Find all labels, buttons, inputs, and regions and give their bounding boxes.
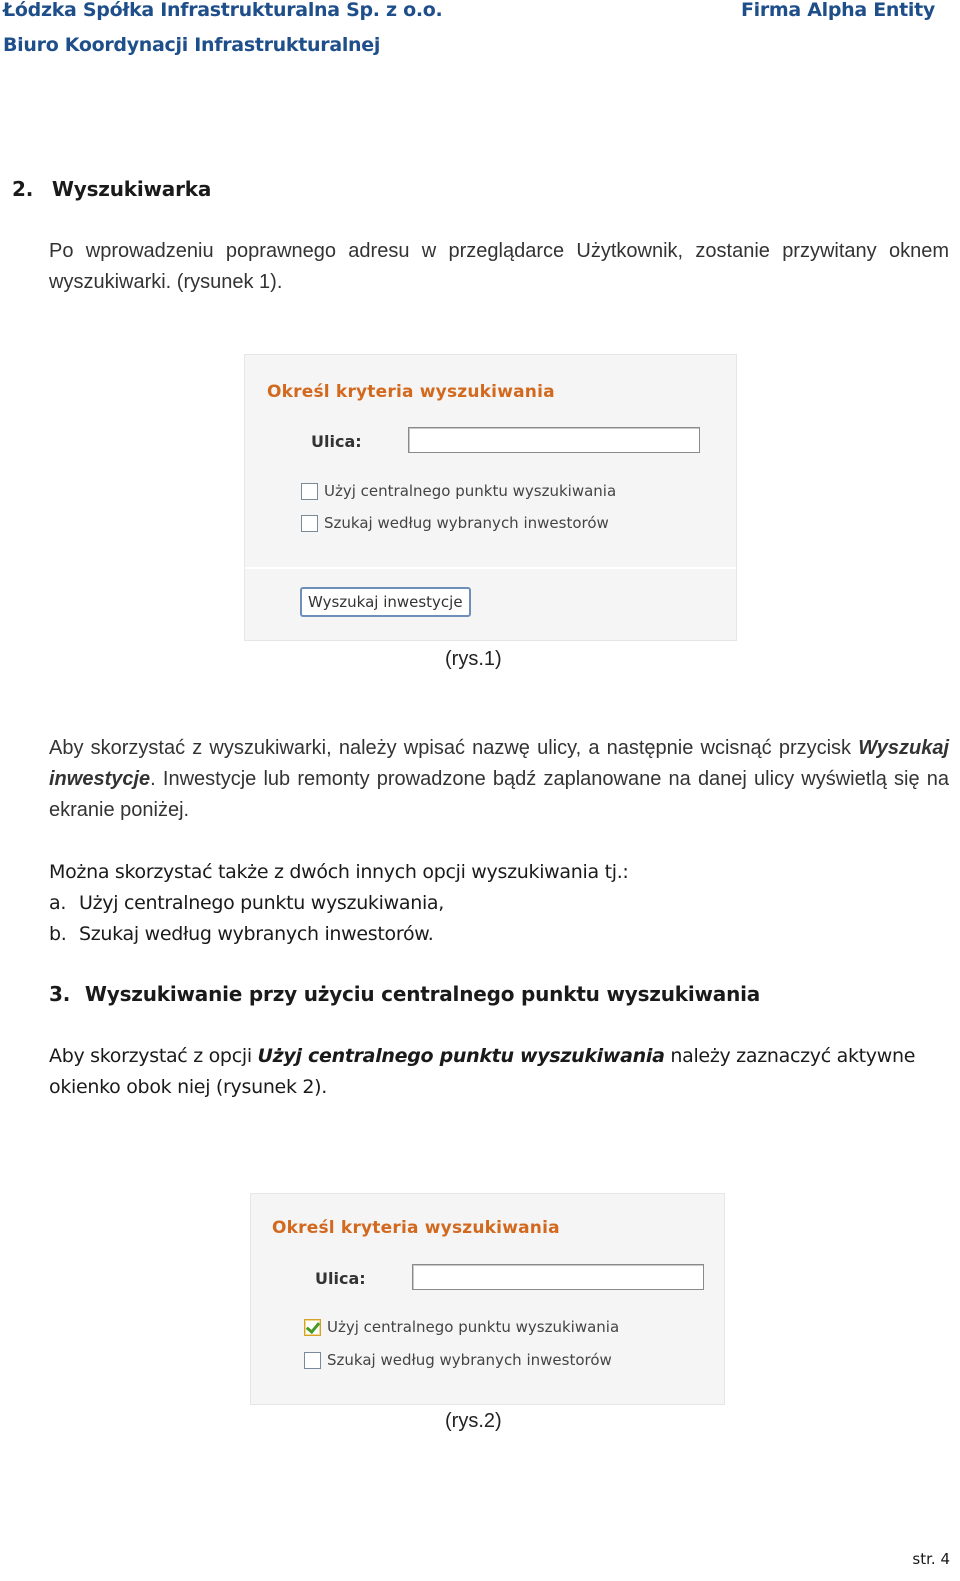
investors-search-checkbox[interactable] <box>301 515 318 532</box>
street-label: Ulica: <box>311 432 362 451</box>
central-search-option[interactable] <box>301 482 616 500</box>
investors-search-label: Szukaj według wybranych inwestorów <box>324 514 609 532</box>
usage-text-end: . Inwestycje lub remonty prowadzone bądź zaplanowane na danej ulicy wyświetlą się na ekranie poniżej. <box>49 768 949 821</box>
search-criteria-title: Określ kryteria wyszukiwania <box>272 1218 560 1238</box>
page-number: str. 4 <box>912 1550 950 1568</box>
section-number: 3. <box>49 982 71 1006</box>
investors-search-option[interactable] <box>301 514 609 532</box>
street-label: Ulica: <box>315 1269 366 1288</box>
section-3-text-end: należy zaznaczyć aktywne okienko obok niej (rysunek 2). <box>49 1045 916 1098</box>
section-title: Wyszukiwanie przy użyciu centralnego punktu wyszukiwania <box>84 982 761 1006</box>
list-marker: a. <box>49 892 67 914</box>
central-search-option[interactable] <box>304 1318 619 1336</box>
search-criteria-title: Określ kryteria wyszukiwania <box>267 382 555 402</box>
street-input[interactable] <box>408 427 700 453</box>
usage-text-bold: Wyszukaj inwestycje <box>49 737 949 790</box>
intro-paragraph: Po wprowadzeniu poprawnego adresu w przeglądarce Użytkownik, zostanie przywitany oknem wyszukiwarki. (rysunek 1). <box>49 240 949 293</box>
section-3-text-bold: Użyj centralnego punktu wyszukiwania <box>257 1045 665 1067</box>
search-form-screenshot-1 <box>244 354 737 641</box>
figure-1-caption: (rys.1) <box>445 648 502 670</box>
section-2-heading <box>12 177 211 201</box>
list-marker: b. <box>49 923 67 945</box>
section-3-heading <box>49 982 760 1006</box>
section-number: 2. <box>12 177 34 201</box>
department-name: Biuro Koordynacji Infrastrukturalnej <box>3 34 381 56</box>
central-search-checkbox[interactable] <box>304 1319 321 1336</box>
street-input[interactable] <box>412 1264 704 1290</box>
section-3-paragraph <box>49 1041 954 1103</box>
list-item <box>49 888 444 919</box>
central-search-label: Użyj centralnego punktu wyszukiwania <box>324 482 617 500</box>
form-divider <box>245 567 736 569</box>
firm-name: Firma Alpha Entity <box>740 0 935 21</box>
usage-paragraph <box>49 733 949 826</box>
options-list <box>49 888 444 950</box>
investors-search-label: Szukaj według wybranych inwestorów <box>327 1351 612 1369</box>
list-text: Szukaj według wybranych inwestorów. <box>79 923 434 945</box>
section-title: Wyszukiwarka <box>51 177 212 201</box>
search-form-screenshot-2 <box>250 1193 725 1405</box>
search-investments-button[interactable]: Wyszukaj inwestycje <box>300 587 471 617</box>
investors-search-checkbox[interactable] <box>304 1352 321 1369</box>
central-search-label: Użyj centralnego punktu wyszukiwania <box>327 1318 620 1336</box>
list-item <box>49 919 444 950</box>
central-search-checkbox[interactable] <box>301 483 318 500</box>
usage-text-start: Aby skorzystać z wyszukiwarki, należy wpisać nazwę ulicy, a następnie wcisnąć przycisk <box>49 737 859 759</box>
investors-search-option[interactable] <box>304 1351 612 1369</box>
section-3-text-start: Aby skorzystać z opcji <box>49 1045 258 1067</box>
company-name: Łódzka Spółka Infrastrukturalna Sp. z o.o. <box>3 0 443 21</box>
figure-2-caption: (rys.2) <box>445 1410 502 1432</box>
options-intro: Można skorzystać także z dwóch innych opcji wyszukiwania tj.: <box>49 861 629 883</box>
list-text: Użyj centralnego punktu wyszukiwania, <box>79 892 445 914</box>
